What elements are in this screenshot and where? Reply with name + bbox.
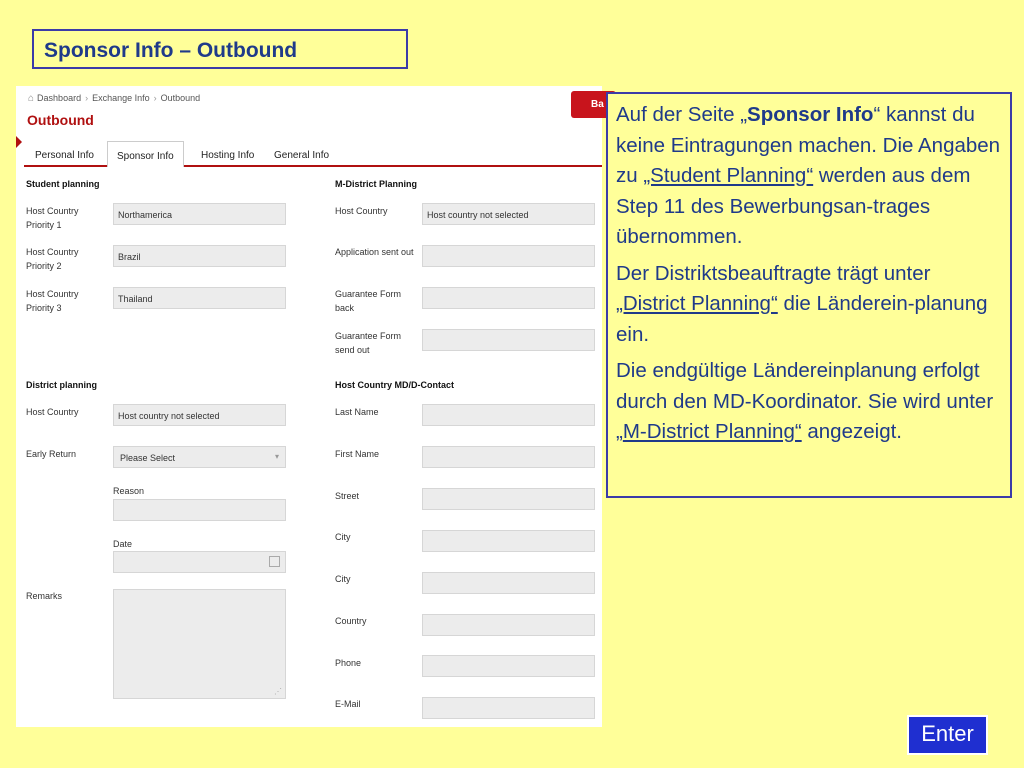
chevron-down-icon: ▾ bbox=[274, 452, 279, 461]
breadcrumb-exchange-info[interactable]: Exchange Info bbox=[92, 93, 150, 103]
guarantee-form-send-out-field bbox=[422, 329, 595, 351]
m-district-host-country-field: Host country not selected bbox=[422, 203, 595, 225]
early-return-label: Early Return bbox=[26, 449, 77, 459]
reason-input[interactable] bbox=[113, 499, 286, 521]
callout-paragraph-1 bbox=[616, 100, 1002, 253]
phone-field bbox=[422, 655, 595, 677]
priority-3-field: Thailand bbox=[113, 287, 286, 309]
back-button[interactable]: Ba bbox=[571, 91, 616, 118]
callout-paragraph-2 bbox=[616, 259, 1002, 351]
tab-hosting-info[interactable]: Hosting Info bbox=[201, 150, 255, 161]
tab-sponsor-info[interactable]: Sponsor Info bbox=[107, 141, 184, 167]
country-label: Country bbox=[335, 616, 367, 626]
district-host-country-field: Host country not selected bbox=[113, 404, 286, 426]
pointer-arrow-icon bbox=[16, 136, 22, 148]
enter-button[interactable]: Enter bbox=[907, 715, 988, 755]
phone-label: Phone bbox=[335, 658, 362, 668]
application-sent-out-field bbox=[422, 245, 595, 267]
country-field bbox=[422, 614, 595, 636]
priority-2-label: Host Country Priority 2 bbox=[26, 247, 79, 271]
m-district-host-country-label: Host Country bbox=[335, 206, 388, 216]
screenshot-panel bbox=[16, 86, 602, 727]
student-planning-heading: Student planning bbox=[26, 179, 100, 189]
date-label: Date bbox=[113, 539, 133, 549]
tab-general-info[interactable]: General Info bbox=[274, 150, 330, 161]
reason-label: Reason bbox=[113, 486, 145, 496]
district-host-country-label: Host Country bbox=[26, 407, 79, 417]
page-title: Outbound bbox=[27, 112, 94, 128]
tab-bar bbox=[24, 141, 602, 167]
callout-underline: „District Planning“ bbox=[616, 292, 778, 315]
early-return-value: Please Select bbox=[120, 453, 176, 463]
date-input[interactable] bbox=[113, 551, 286, 573]
last-name-label: Last Name bbox=[335, 407, 379, 417]
callout-underline: M-District Planning“ bbox=[622, 420, 802, 443]
early-return-select[interactable] bbox=[113, 446, 286, 468]
remarks-label: Remarks bbox=[26, 591, 63, 601]
m-district-planning-heading: M-District Planning bbox=[335, 179, 418, 189]
contact-heading: Host Country MD/D-Contact bbox=[335, 380, 454, 390]
city-2-label: City bbox=[335, 574, 351, 584]
street-field bbox=[422, 488, 595, 510]
callout-text: werden aus dem Step 11 des Bewerbungsan-trages übernommen. bbox=[616, 164, 971, 248]
email-label: E-Mail bbox=[335, 699, 361, 709]
callout-paragraph-3 bbox=[616, 356, 1002, 448]
callout-text: Auf der Seite „ bbox=[616, 103, 748, 126]
email-field bbox=[422, 697, 595, 719]
explanation-callout bbox=[606, 92, 1012, 498]
city-field bbox=[422, 530, 595, 552]
street-label: Street bbox=[335, 491, 360, 501]
guarantee-form-back-label: Guarantee Form back bbox=[335, 289, 402, 313]
breadcrumb-outbound: Outbound bbox=[160, 93, 201, 103]
breadcrumb-separator-icon: › bbox=[85, 93, 89, 103]
callout-text: Die endgültige Ländereinplanung erfolgt durch den MD-Koordinator. Sie wird unter „ bbox=[616, 359, 994, 443]
breadcrumb bbox=[28, 93, 200, 104]
remarks-textarea[interactable] bbox=[113, 589, 286, 699]
city-2-field bbox=[422, 572, 595, 594]
breadcrumb-separator-icon: › bbox=[153, 93, 157, 103]
guarantee-form-send-out-label: Guarantee Form send out bbox=[335, 331, 402, 355]
callout-bold: Sponsor Info bbox=[747, 103, 874, 126]
callout-text: die Länderein-planung ein. bbox=[616, 292, 988, 346]
first-name-label: First Name bbox=[335, 449, 380, 459]
priority-1-label: Host Country Priority 1 bbox=[26, 206, 79, 230]
application-sent-out-label: Application sent out bbox=[335, 247, 414, 257]
priority-2-field: Brazil bbox=[113, 245, 286, 267]
last-name-field bbox=[422, 404, 595, 426]
priority-3-label: Host Country Priority 3 bbox=[26, 289, 79, 313]
district-planning-heading: District planning bbox=[26, 380, 98, 390]
callout-underline: „Student Planning“ bbox=[643, 164, 814, 187]
guarantee-form-back-field bbox=[422, 287, 595, 309]
city-label: City bbox=[335, 532, 351, 542]
home-icon: ⌂ bbox=[28, 93, 35, 104]
breadcrumb-dashboard[interactable]: Dashboard bbox=[37, 93, 82, 103]
slide-title: Sponsor Info – Outbound bbox=[32, 29, 408, 69]
callout-text: “ kannst du keine Eintragungen machen. Die Angaben zu bbox=[616, 103, 1001, 187]
tab-personal-info[interactable]: Personal Info bbox=[35, 150, 94, 161]
callout-text: Der Distriktsbeauftragte trägt unter bbox=[616, 261, 931, 285]
resize-grip-icon[interactable]: ⋰ bbox=[274, 687, 282, 696]
callout-text: angezeigt. bbox=[801, 420, 902, 443]
calendar-icon[interactable] bbox=[269, 556, 280, 567]
first-name-field bbox=[422, 446, 595, 468]
priority-1-field: Northamerica bbox=[113, 203, 286, 225]
